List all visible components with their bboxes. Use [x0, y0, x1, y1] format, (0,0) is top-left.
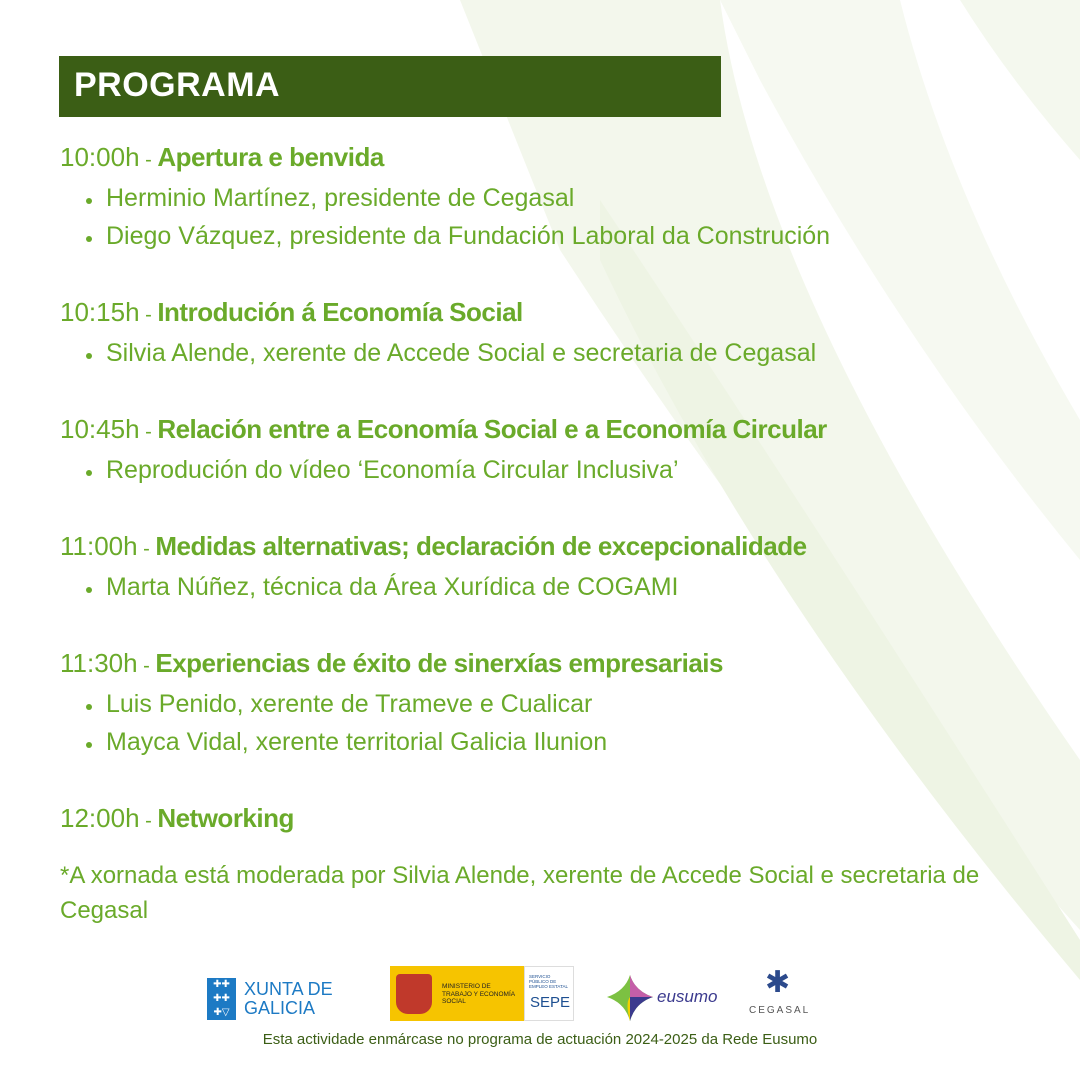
- cegasal-star-icon: ✱: [765, 966, 791, 999]
- separator: -: [137, 538, 156, 560]
- program-list: [60, 138, 830, 878]
- speaker-text: Reprodución do vídeo ‘Economía Circular Inclusiva’: [106, 456, 679, 484]
- program-section: [60, 799, 830, 840]
- program-section: [60, 410, 830, 489]
- separator: -: [139, 810, 158, 832]
- session-time: 11:30h: [60, 648, 138, 678]
- eusumo-star-icon: [605, 973, 655, 1023]
- session-time: 11:00h: [60, 531, 138, 561]
- session-title: Relación entre a Economía Social e a Economía Circular: [157, 414, 827, 444]
- separator: -: [137, 655, 156, 677]
- coat-of-arms-icon: [396, 974, 432, 1014]
- cegasal-logo: ✱ CEGASAL: [749, 966, 811, 1016]
- session-time: 10:45h: [60, 414, 140, 444]
- speaker-item: [60, 334, 830, 372]
- speaker-text: Diego Vázquez, presidente da Fundación Laboral da Construción: [106, 222, 831, 250]
- speaker-item: [60, 217, 830, 255]
- separator: -: [139, 149, 158, 171]
- speaker-text: Mayca Vidal, xerente territorial Galicia Ilunion: [106, 728, 608, 756]
- speaker-item: [60, 179, 830, 217]
- section-heading: [60, 799, 830, 840]
- section-heading: [60, 293, 830, 334]
- program-header: [59, 56, 721, 117]
- session-title: Apertura e benvida: [157, 142, 384, 172]
- section-heading: [60, 644, 830, 685]
- program-section: [60, 527, 830, 606]
- footer-text: Esta actividade enmárcase no programa de actuación 2024-2025 da Rede Eusumo: [262, 1031, 818, 1048]
- moderator-note: *A xornada está moderada por Silvia Alende, xerente de Accede Social e secretaria de Cegasal: [60, 862, 980, 924]
- speaker-text: Marta Núñez, técnica da Área Xurídica de COGAMI: [106, 573, 679, 601]
- xunta-logo: ✚✚ ✚✚ ✚▽ XUNTA DE GALICIA: [207, 978, 354, 1020]
- separator: -: [139, 421, 158, 443]
- sponsor-logos: [207, 965, 827, 1023]
- speaker-text: Silvia Alende, xerente de Accede Social e secretaria de Cegasal: [106, 339, 817, 367]
- speaker-text: Luis Penido, xerente de Trameve e Cualicar: [106, 690, 593, 718]
- session-title: Networking: [157, 803, 294, 833]
- section-heading: [60, 410, 830, 451]
- program-section: [60, 644, 830, 761]
- program-section: [60, 293, 830, 372]
- speaker-item: [60, 685, 830, 723]
- eusumo-logo: eusumo: [605, 973, 720, 1023]
- session-title: Medidas alternativas; declaración de excepcionalidade: [155, 531, 807, 561]
- section-heading: [60, 138, 830, 179]
- session-title: Experiencias de éxito de sinerxías empresariais: [155, 648, 723, 678]
- session-time: 10:00h: [60, 142, 140, 172]
- session-time: 12:00h: [60, 803, 140, 833]
- speaker-item: [60, 568, 830, 606]
- session-title: Introdución á Economía Social: [157, 297, 523, 327]
- session-time: 10:15h: [60, 297, 140, 327]
- separator: -: [139, 304, 158, 326]
- speaker-item: [60, 723, 830, 761]
- sepe-logo: SERVICIO PÚBLICO DE EMPLEO ESTATAL SEPE: [524, 966, 574, 1021]
- ministerio-logo: MINISTERIO DE TRABAJO Y ECONOMÍA SOCIAL: [390, 966, 524, 1021]
- speaker-text: Herminio Martínez, presidente de Cegasal: [106, 184, 575, 212]
- xunta-shield-icon: ✚✚ ✚✚ ✚▽: [207, 978, 236, 1020]
- speaker-item: [60, 451, 830, 489]
- section-heading: [60, 527, 830, 568]
- page-title: PROGRAMA: [74, 66, 281, 104]
- program-section: [60, 138, 830, 255]
